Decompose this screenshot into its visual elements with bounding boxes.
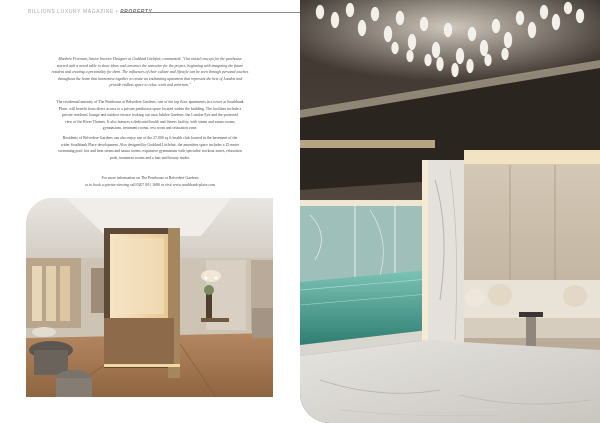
paragraph-line: pods, treatment rooms and a hair and beauty studio. [109, 155, 191, 160]
residents-lounge-photo [26, 198, 273, 397]
quote-line: throughout the home that harmonise together to create an enchanting apartment that represent the best of London and [57, 76, 243, 81]
section-name: PROPERTY [120, 9, 153, 15]
spa-pool-photo [300, 0, 600, 423]
quote-line: provide endless space to relax, work and entertain." [109, 83, 191, 88]
pool-illustration [300, 0, 600, 423]
header-rule [120, 12, 300, 13]
lounge-illustration [26, 198, 273, 397]
designer-quote [44, 56, 256, 89]
amenity-paragraph [44, 99, 256, 132]
quote-line: Matthew Freeman, Senior Interior Designer at Goddard Littlefair, commented: "Our initial concept for the penthouse [58, 57, 242, 61]
paragraph-line: swimming pool, hot and heat steam and sauna rooms, expansive gymnasium with specialist workout zones, relaxation [58, 149, 242, 154]
paragraph-line: Residents of Belvedere Gardens can also enjoy use of the 27,000 sq ft health club located in the basement of the [62, 136, 238, 140]
info-line: For more information on The Penthouse at Belvedere Gardens [101, 176, 199, 180]
quote-line: resident and creating a personality for them. The influences of their culture and lifestyle can be seen through personal touches [51, 70, 249, 75]
info-line: or to book a private viewing call 0207 001 1680 or visit www.southbank-place.com [84, 182, 216, 187]
health-club-paragraph [44, 135, 256, 161]
quote-line: started with a mood table to show ideas and construct the narrative for the project, beginning with imagining the future [56, 63, 244, 68]
paragraph-line: The residential amenity of The Penthouse at Belvedere Gardens, one of the top floor apartments in a tower at Southbank [56, 100, 244, 104]
paragraph-line: view of the River Thames. It also features a dedicated health and fitness facility, with steam and sauna rooms, [64, 119, 236, 124]
contact-info [44, 175, 256, 188]
paragraph-line: private residents' lounge and outdoor terrace looking out onto Jubilee Gardens, the London Eye and the protected [61, 113, 239, 118]
magazine-name: BILLIONS LUXURY MAGAZINE [28, 9, 114, 15]
paragraph-line: gymnasium, treatment rooms, rest room and relaxation zone. [102, 126, 198, 131]
paragraph-line: wider Southbank Place development. Also designed by Goddard Littlefair, the amenities space includes a 25 metre [60, 142, 240, 147]
paragraph-line: Place, will benefit from direct access to a private penthouse space located within the building. The facilities include a [58, 106, 242, 111]
header-separator: • [113, 9, 121, 15]
